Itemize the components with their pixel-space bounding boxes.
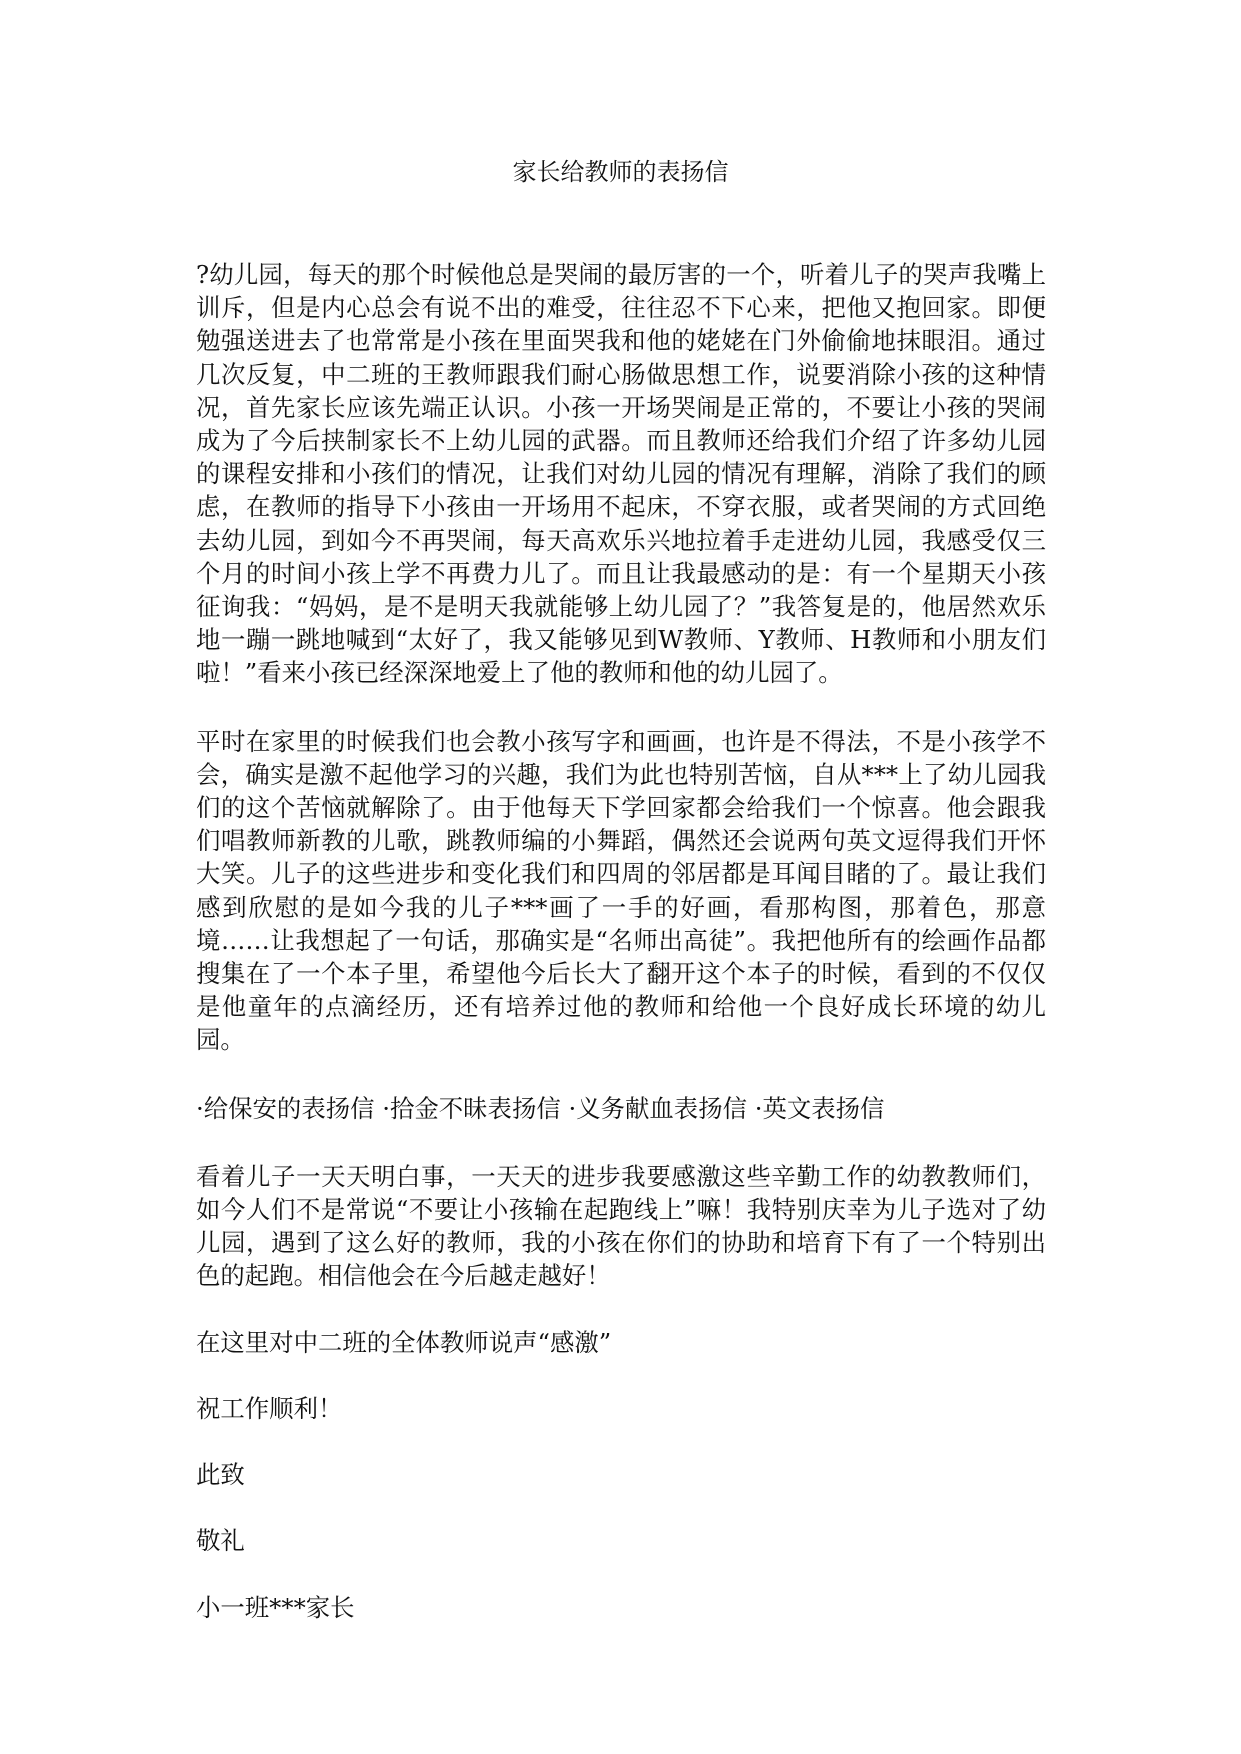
document-body (196, 258, 1046, 1624)
paragraph-thanks: 在这里对中二班的全体教师说声“感激” (196, 1327, 612, 1357)
paragraph-kindergarten-story: ?幼儿园，每天的那个时候他总是哭闹的最厉害的一个，听着儿子的哭声我嘴上训斥，但是内心总会有说不出的难受，往往忍不下心来，把他又抱回家。即便勉强送进去了也常常是小孩在里面哭我和他的姥姥在门外偷偷地抹眼泪。通过几次反复，中二班的王教师跟我们耐心肠做思想工作，说要消除小孩的这种情况，首先家长应该先端正认识。小孩一开场哭闹是正常的，不要让小孩的哭闹成为了今后挟制家长不上幼儿园的武器。而且教师还给我们介绍了许多幼儿园的课程安排和小孩们的情况，让我们对幼儿园的情况有理解，消除了我们的顾虑，在教师的指导下小孩由一开场用不起床，不穿衣服，或者哭闹的方式回绝去幼儿园，到如今不再哭闹，每天高欢乐兴地拉着手走进幼儿园，我感受仅三个月的时间小孩上学不再费力儿了。而且让我最感动的是：有一个星期天小孩征询我：“妈妈，是不是明天我就能够上幼儿园了？”我答复是的，他居然欢乐地一蹦一跳地喊到“太好了，我又能够见到W教师、Y教师、H教师和小朋友们啦！”看来小孩已经深深地爱上了他的教师和他的幼儿园了。 (196, 260, 1046, 688)
document-title: 家长给教师的表扬信 (512, 158, 729, 186)
signature: 小一班***家长 (196, 1592, 355, 1622)
closing-regards: 敬礼 (196, 1526, 245, 1556)
paragraph-home-learning: 平时在家里的时候我们也会教小孩写字和画画，也许是不得法，不是小孩学不会，确实是激不起他学习的兴趣，我们为此也特别苦恼，自从***上了幼儿园我们的这个苦恼就解除了。由于他每天下学回家都会给我们一个惊喜。他会跟我们唱教师新教的儿歌，跳教师编的小舞蹈，偶然还会说两句英文逗得我们开怀大笑。儿子的这些进步和变化我们和四周的邻居都是耳闻目睹的了。最让我们感到欣慰的是如今我的儿子***画了一手的好画，看那构图，那着色，那意境……让我想起了一句话，那确实是“名师出高徒”。我把他所有的绘画作品都搜集在了一个本子里，希望他今后长大了翻开这个本子的时候，看到的不仅仅是他童年的点滴经历，还有培养过他的教师和给他一个良好成长环境的幼儿园。 (196, 726, 1046, 1055)
paragraph-gratitude: 看着儿子一天天明白事，一天天的进步我要感激这些辛勤工作的幼教教师们，如今人们不是常说“不要让小孩输在起跑线上”嘛！我特别庆幸为儿子选对了幼儿园，遇到了这么好的教师，我的小孩在你们的协助和培育下有了一个特别出色的起跑。相信他会在今后越走越好！ (196, 1161, 1046, 1291)
closing-salutation: 此致 (196, 1460, 245, 1490)
closing-wish: 祝工作顺利！ (196, 1393, 343, 1423)
related-links: ·给保安的表扬信 ·拾金不昧表扬信 ·义务献血表扬信 ·英文表扬信 (196, 1093, 885, 1123)
